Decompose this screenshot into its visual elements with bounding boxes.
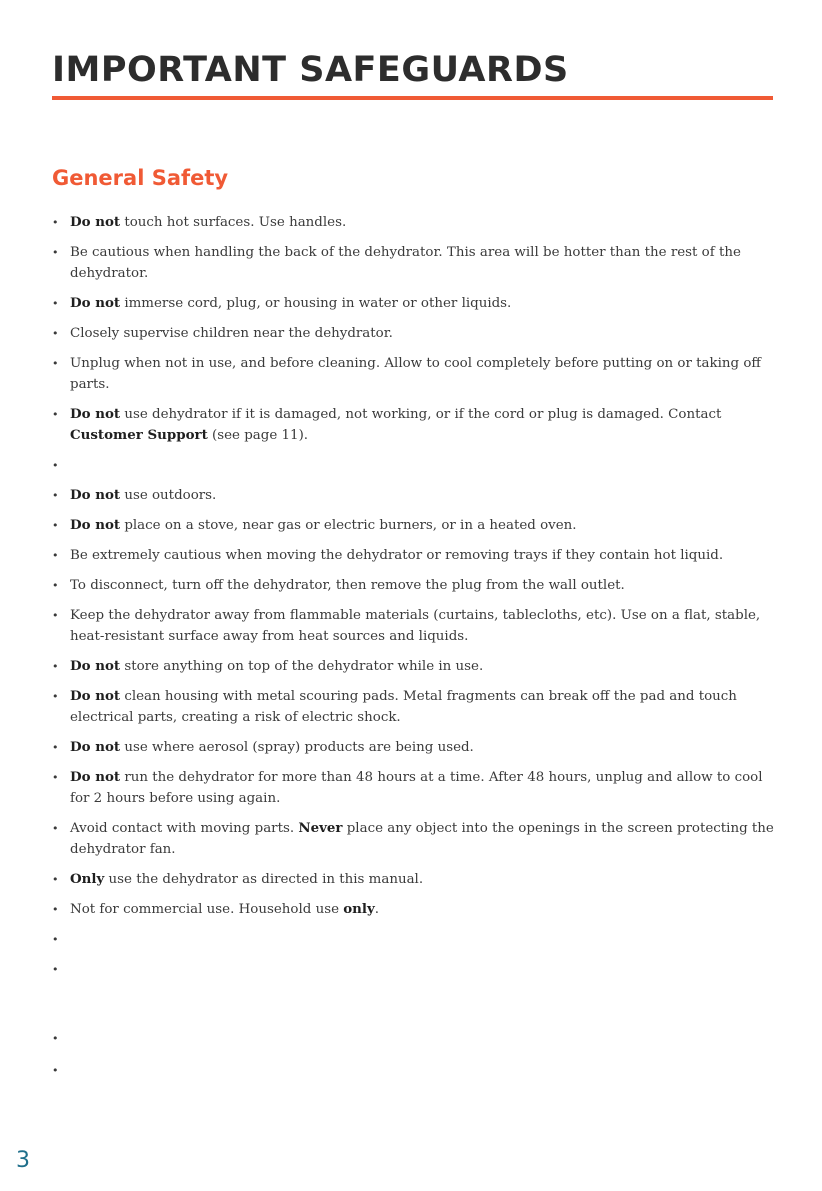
item-text: [52, 575, 774, 596]
list-item: [52, 293, 774, 314]
item-body: Not for commercial use. Household use: [70, 902, 344, 917]
bullet-icon: •: [52, 1064, 59, 1077]
bullet-icon: •: [52, 327, 59, 340]
item-emphasis: Do not: [70, 214, 121, 230]
bullet-icon: •: [52, 216, 59, 229]
item-body: Avoid contact with moving parts.: [70, 821, 299, 836]
list-item: [52, 485, 774, 506]
bullet-icon: •: [52, 459, 59, 472]
bullet-icon: •: [52, 579, 59, 592]
item-emphasis: Do not: [70, 658, 121, 674]
bullet-icon: •: [52, 609, 59, 622]
item-text: [52, 767, 774, 809]
bullet-icon: •: [52, 549, 59, 562]
bullet-icon: •: [52, 963, 59, 976]
list-item: [52, 605, 774, 647]
item-text: [52, 485, 774, 506]
list-item: [52, 323, 774, 344]
bullet-icon: •: [52, 408, 59, 421]
item-emphasis: Do not: [70, 406, 121, 422]
item-text: [52, 605, 774, 647]
item-body: run the dehydrator for more than 48 hours at a time. After 48 hours, unplug and allow to cool for 2 hours before using again.: [70, 770, 763, 806]
list-item: [52, 656, 774, 677]
item-body: Be cautious when handling the back of the dehydrator. This area will be hotter than the rest of the dehydrator.: [70, 245, 741, 281]
bullet-icon: •: [52, 1032, 59, 1045]
item-body: place on a stove, near gas or electric burners, or in a heated oven.: [120, 518, 577, 533]
item-body: Closely supervise children near the dehydrator.: [70, 326, 393, 341]
item-text: [52, 353, 774, 395]
list-item: [52, 686, 774, 728]
list-item: [52, 404, 774, 446]
item-text: [52, 515, 774, 536]
item-text: [52, 656, 774, 677]
list-item: [52, 869, 774, 890]
bullet-icon: •: [52, 246, 59, 259]
bullet-icon: •: [52, 933, 59, 946]
bullet-icon: •: [52, 741, 59, 754]
item-emphasis: Do not: [70, 769, 121, 785]
item-emphasis-2: Customer Support: [70, 427, 208, 443]
item-body: use outdoors.: [120, 488, 217, 503]
list-item: [52, 737, 774, 758]
item-text: [52, 242, 774, 284]
item-body: store anything on top of the dehydrator while in use.: [120, 659, 484, 674]
item-body-2: place any object into the openings in the screen protecting the dehydrator fan.: [70, 821, 774, 857]
item-text: [52, 293, 774, 314]
item-body: To disconnect, turn off the dehydrator, then remove the plug from the wall outlet.: [70, 578, 625, 593]
item-text: [52, 899, 774, 920]
bullet-icon: •: [52, 873, 59, 886]
item-text: [52, 818, 774, 860]
list-item: [52, 212, 774, 233]
item-body: use where aerosol (spray) products are being used.: [120, 740, 474, 755]
list-item: [52, 515, 774, 536]
item-text: [52, 323, 774, 344]
list-item: [52, 899, 774, 920]
list-item: [52, 353, 774, 395]
item-emphasis: Do not: [70, 295, 121, 311]
bullet-icon: •: [52, 690, 59, 703]
item-emphasis-2: Never: [298, 820, 343, 836]
item-emphasis: Only: [70, 871, 105, 887]
item-body-2: (see page 11).: [207, 428, 309, 443]
list-item: [52, 545, 774, 566]
list-item: [52, 575, 774, 596]
item-text: [52, 545, 774, 566]
item-body: clean housing with metal scouring pads. Metal fragments can break off the pad and touch electrical parts, creating a risk of electric shock.: [70, 689, 737, 725]
item-emphasis: Do not: [70, 517, 121, 533]
item-text: [52, 212, 774, 233]
bullet-icon: •: [52, 822, 59, 835]
page-number: 3: [16, 1148, 30, 1173]
item-text: [52, 404, 774, 446]
list-item: [52, 818, 774, 860]
list-item: [52, 242, 774, 284]
item-body: use the dehydrator as directed in this manual.: [104, 872, 424, 887]
page-title: IMPORTANT SAFEGUARDS: [52, 50, 569, 90]
item-body: immerse cord, plug, or housing in water or other liquids.: [120, 296, 512, 311]
bullet-icon: •: [52, 489, 59, 502]
item-emphasis-2: only: [343, 901, 375, 917]
item-body: Be extremely cautious when moving the dehydrator or removing trays if they contain hot liquid.: [70, 548, 724, 563]
item-text: [52, 686, 774, 728]
item-emphasis: Do not: [70, 487, 121, 503]
item-text: [52, 869, 774, 890]
item-emphasis: Do not: [70, 739, 121, 755]
bullet-icon: •: [52, 903, 59, 916]
item-body: Unplug when not in use, and before cleaning. Allow to cool completely before putting on or taking off parts.: [70, 356, 761, 392]
item-body: use dehydrator if it is damaged, not working, or if the cord or plug is damaged. Contact: [120, 407, 722, 422]
bullet-icon: •: [52, 771, 59, 784]
bullet-icon: •: [52, 297, 59, 310]
item-text: [52, 737, 774, 758]
bullet-icon: •: [52, 519, 59, 532]
item-emphasis: Do not: [70, 688, 121, 704]
bullet-icon: •: [52, 660, 59, 673]
item-body-2: .: [374, 902, 380, 917]
bullet-icon: •: [52, 357, 59, 370]
item-body: Keep the dehydrator away from flammable materials (curtains, tablecloths, etc). Use on a flat, stable, heat-resistant surface away from heat sources and liquids.: [70, 608, 761, 644]
item-body: touch hot surfaces. Use handles.: [120, 215, 347, 230]
section-heading: General Safety: [52, 166, 229, 190]
list-item: [52, 767, 774, 809]
title-underline: [52, 96, 773, 100]
